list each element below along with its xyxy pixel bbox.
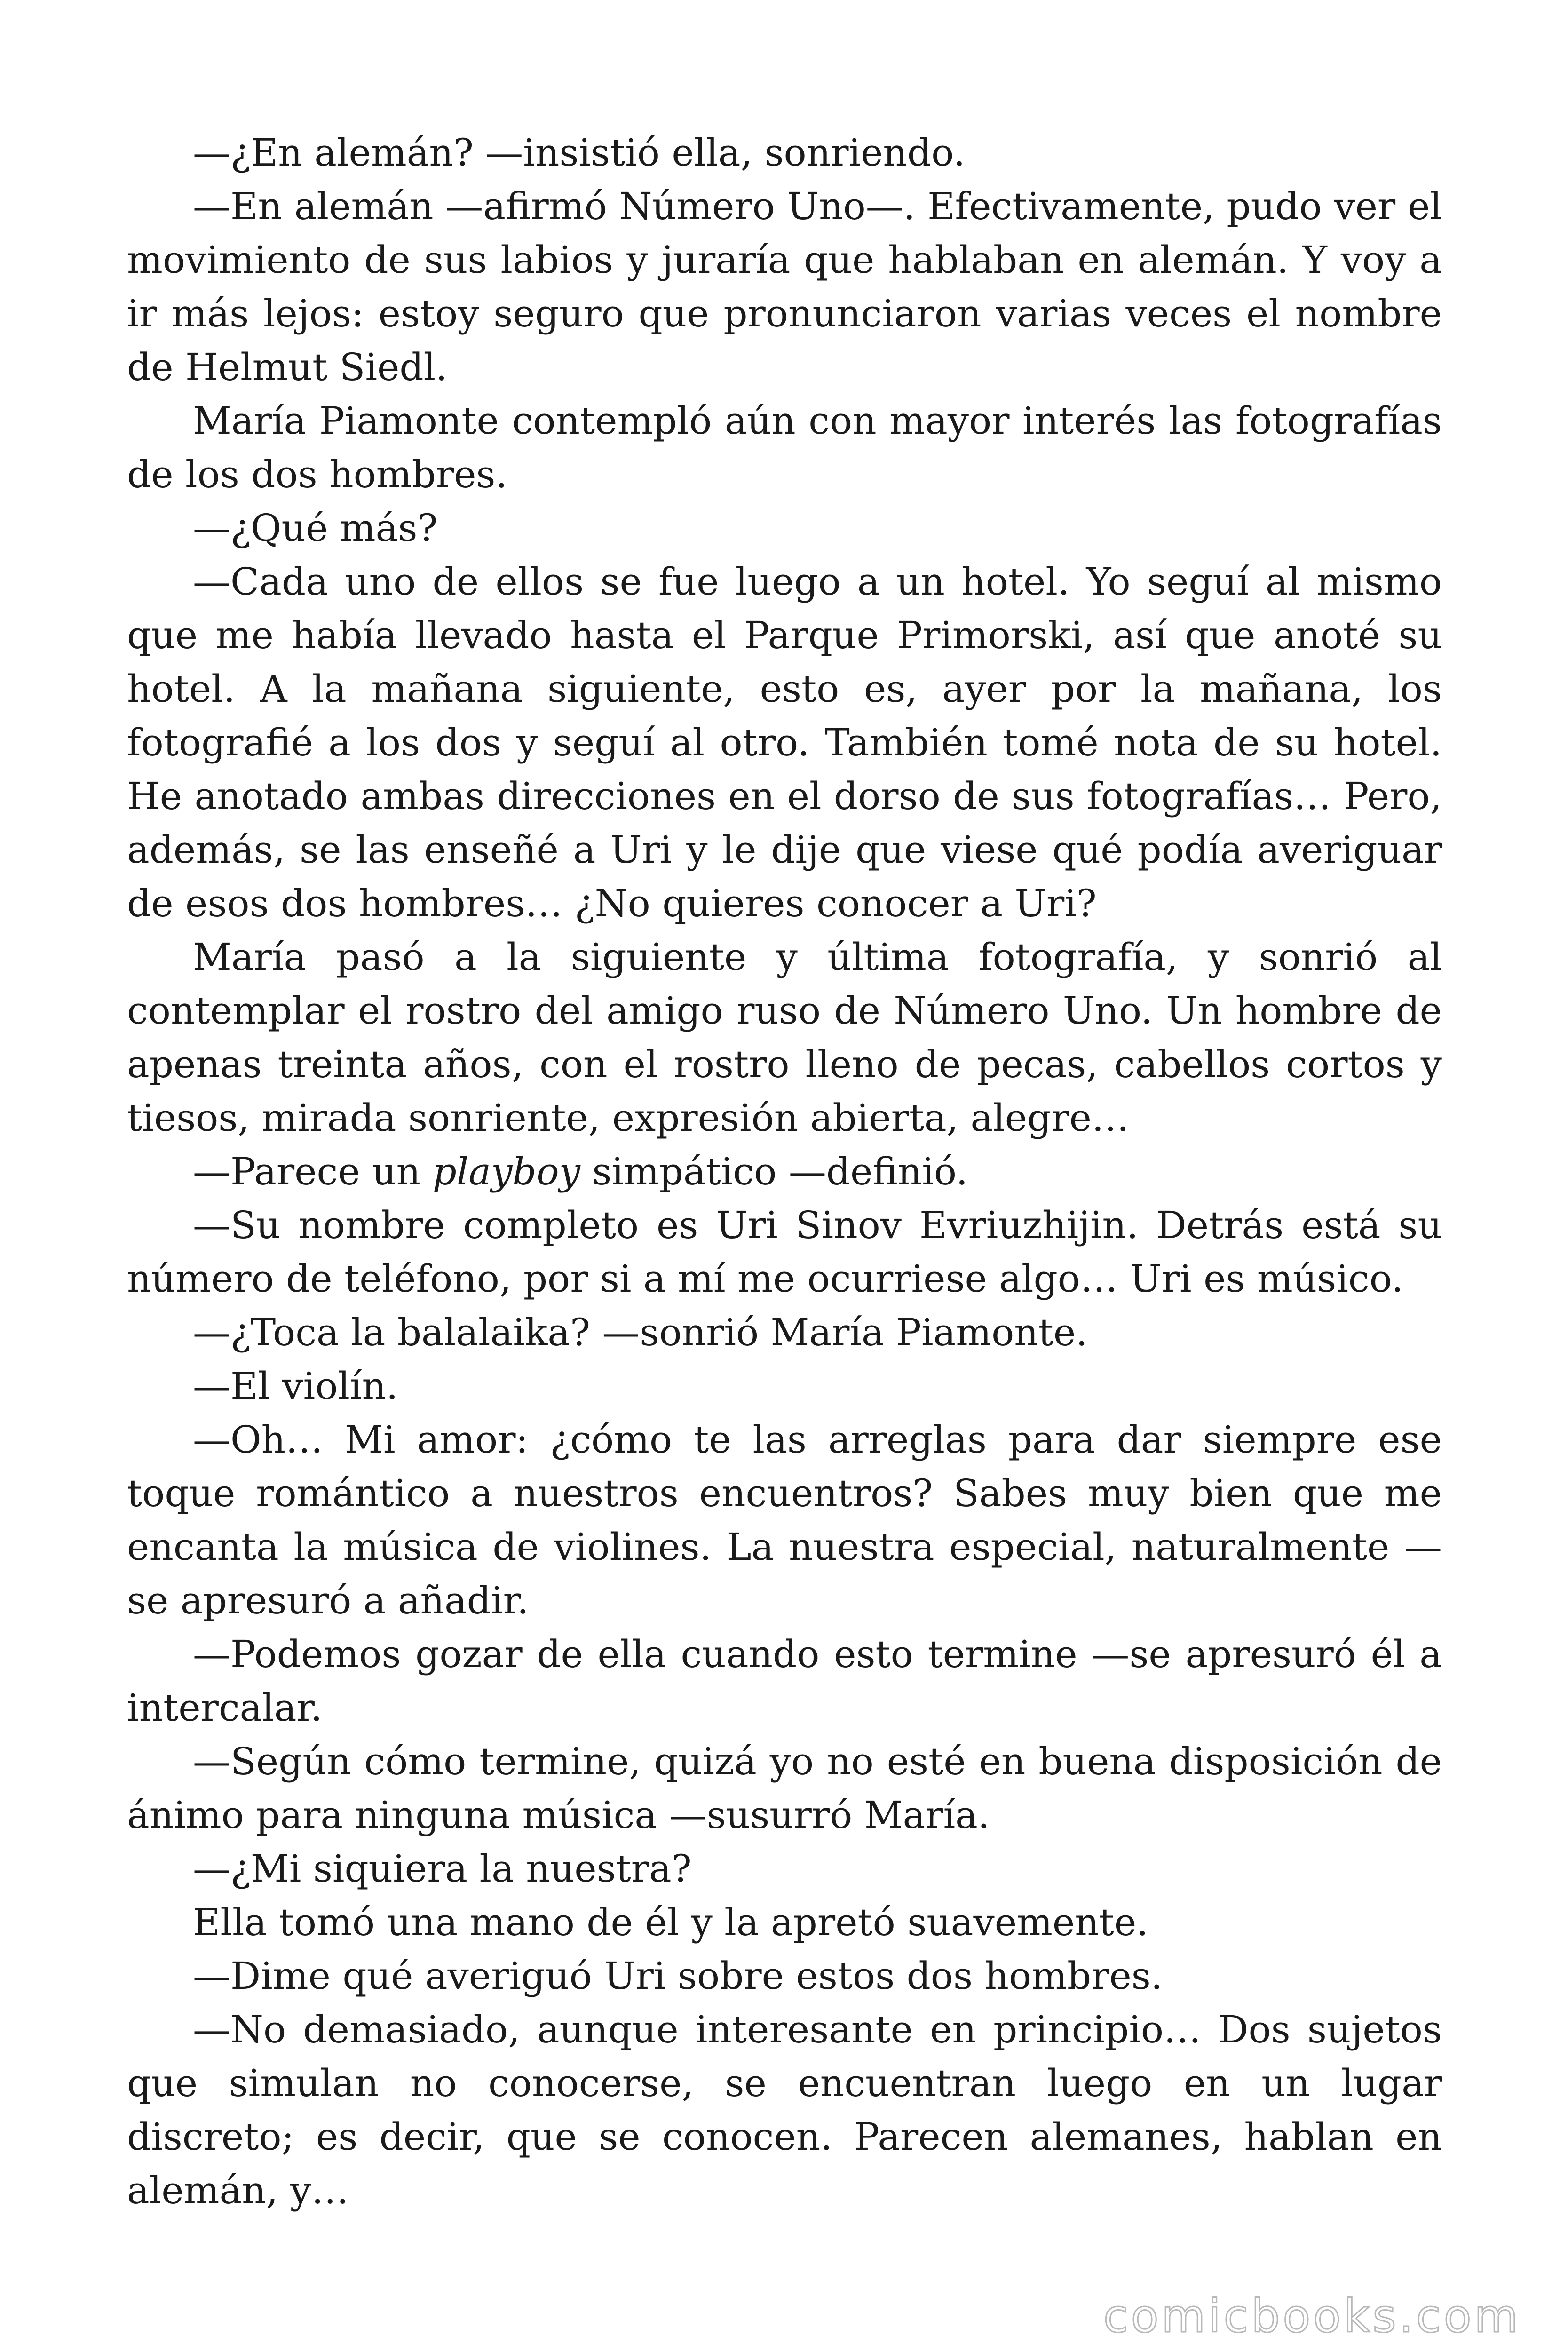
paragraph: —Dime qué averiguó Uri sobre estos dos hombres. — [193, 1954, 1163, 1998]
paragraph: —Cada uno de ellos se fue luego a un hotel. Yo seguí al mismo que me había llevado hasta el Parque Primorski, así que anoté su hotel. A la mañana siguiente, esto es, ayer por la mañana, los fotografié a los dos y seguí al otro. También tomé nota de su hotel. He anotado ambas direcciones en el dorso de sus fotografías… Pero, además, se las enseñé a Uri y le dije que viese qué podía averiguar de esos dos hombres… ¿No quieres conocer a Uri? — [127, 560, 1442, 925]
paragraph: —¿En alemán? —insistió ella, sonriendo. — [193, 131, 966, 175]
paragraph: —Oh… Mi amor: ¿cómo te las arreglas para dar siempre ese toque romántico a nuestros encuentros? Sabes muy bien que me encanta la música de violines. La nuestra especial, naturalmente —se apresuró a añadir. — [127, 1418, 1442, 1622]
body-text — [127, 126, 1442, 2217]
paragraph: María Piamonte contempló aún con mayor interés las fotografías de los dos hombres. — [127, 399, 1442, 496]
paragraph: —¿Toca la balalaika? —sonrió María Piamonte. — [193, 1311, 1088, 1354]
paragraph: —El violín. — [193, 1364, 398, 1408]
paragraph: —No demasiado, aunque interesante en principio… Dos sujetos que simulan no conocerse, se encuentran luego en un lugar discreto; es decir, que se conocen. Parecen alemanes, hablan en alemán, y… — [127, 2008, 1442, 2212]
paragraph: María pasó a la siguiente y última fotografía, y sonrió al contemplar el rostro del amigo ruso de Número Uno. Un hombre de apenas treinta años, con el rostro lleno de pecas, cabellos cortos y tiesos, mirada sonriente, expresión abierta, alegre… — [127, 935, 1442, 1140]
paragraph: —Su nombre completo es Uri Sinov Evriuzhijin. Detrás está su número de teléfono, por si a mí me ocurriese algo… Uri es músico. — [127, 1203, 1442, 1301]
paragraph: —Según cómo termine, quizá yo no esté en buena disposición de ánimo para ninguna música —susurró María. — [127, 1740, 1442, 1837]
paragraph: —¿Qué más? — [193, 506, 438, 550]
paragraph: —En alemán —afirmó Número Uno—. Efectivamente, pudo ver el movimiento de sus labios y juraría que hablaban en alemán. Y voy a ir más lejos: estoy seguro que pronunciaron varias veces el nombre de Helmut Siedl. — [127, 184, 1442, 389]
watermark: comicbooks.com — [1103, 2290, 1521, 2343]
paragraph: —Podemos gozar de ella cuando esto termine —se apresuró él a intercalar. — [127, 1632, 1442, 1730]
playboy-after: simpático —definió. — [580, 1150, 968, 1193]
paragraph: —¿Mi siquiera la nuestra? — [193, 1847, 692, 1891]
paragraph: Ella tomó una mano de él y la apretó suavemente. — [193, 1900, 1148, 1944]
playboy-before: —Parece un — [193, 1150, 433, 1193]
playboy-italic: playboy — [432, 1150, 580, 1193]
paragraph-playboy — [127, 1145, 1442, 1199]
